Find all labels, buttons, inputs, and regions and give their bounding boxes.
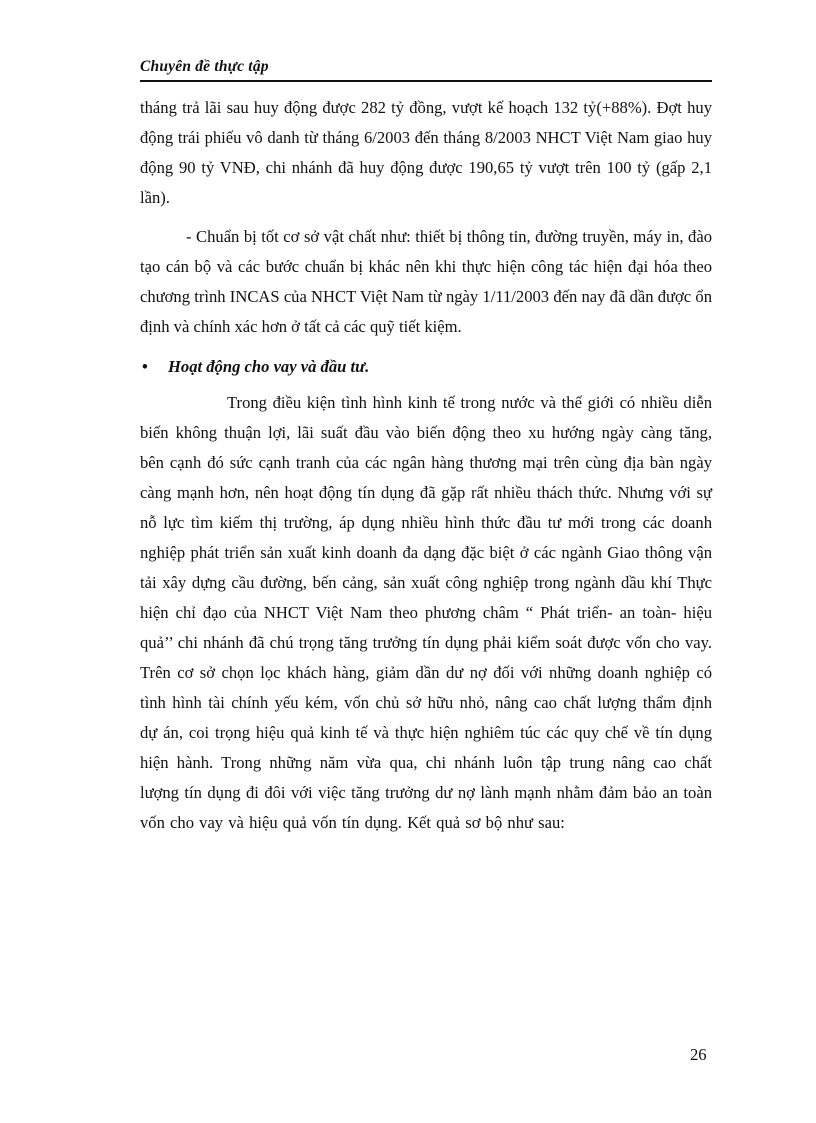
header-rule: [140, 80, 712, 82]
page-number: 26: [690, 1045, 707, 1064]
page-header: [140, 58, 712, 82]
page-body: [140, 93, 712, 838]
header-title: Chuyên đề thực tập: [140, 58, 269, 75]
paragraph-3: Trong điều kiện tình hình kinh tế trong nước và thế giới có nhiều diễn biến không thuận lợi, lãi suất đầu vào biến động theo xu hướng ngày càng tăng, bên cạnh đó sức cạnh tranh của các ngân hàng thương mại trên cùng địa bàn ngày càng mạnh hơn, nên hoạt động tín dụng đã gặp rất nhiều thách thức. Nhưng với sự nỗ lực tìm kiếm thị trường, áp dụng nhiều hình thức đầu tư mới trong các doanh nghiệp phát triển sản xuất kinh doanh đa dạng đặc biệt ở các ngành Giao thông vận tải xây dựng cầu đường, bến cảng, sản xuất công nghiệp trong ngành dầu khí Thực hiện chỉ đạo của NHCT Việt Nam theo phương châm “ Phát triển- an toàn- hiệu quả’’ chi nhánh đã chú trọng tăng trưởng tín dụng phải kiểm soát được vốn cho vay. Trên cơ sở chọn lọc khách hàng, giảm dần dư nợ đối với những doanh nghiệp có tình hình tài chính yếu kém, vốn chủ sở hữu nhỏ, nâng cao chất lượng thẩm định dự án, coi trọng hiệu quả kinh tế và thực hiện nghiêm túc các quy chế về tín dụng hiện hành. Trong những năm vừa qua, chi nhánh luôn tập trung nâng cao chất lượng tín dụng đi đôi với việc tăng trưởng dư nợ lành mạnh nhằm đảm bảo an toàn vốn cho vay và hiệu quả vốn tín dụng. Kết quả sơ bộ như sau:: [140, 393, 712, 832]
paragraph-1: tháng trả lãi sau huy động được 282 tỷ đồng, vượt kế hoạch 132 tỷ(+88%). Đợt huy động trái phiếu vô danh từ tháng 6/2003 đến tháng 8/2003 NHCT Việt Nam giao huy động 90 tỷ VNĐ, chi nhánh đã huy động được 190,65 tỷ vượt trên 100 tỷ (gấp 2,1 lần).: [140, 98, 712, 207]
paragraph-2: - Chuẩn bị tốt cơ sở vật chất như: thiết bị thông tin, đường truyền, máy in, đào tạo cán bộ và các bước chuẩn bị khác nên khi thực hiện công tác hiện đại hóa theo chương trình INCAS của NHCT Việt Nam từ ngày 1/11/2003 đến nay đã dần được ổn định và chính xác hơn ở tất cả các quỹ tiết kiệm.: [140, 227, 712, 336]
bullet-icon: •: [142, 357, 148, 376]
section-heading-text: Hoạt động cho vay và đầu tư.: [168, 357, 370, 376]
section-heading: [140, 352, 712, 382]
